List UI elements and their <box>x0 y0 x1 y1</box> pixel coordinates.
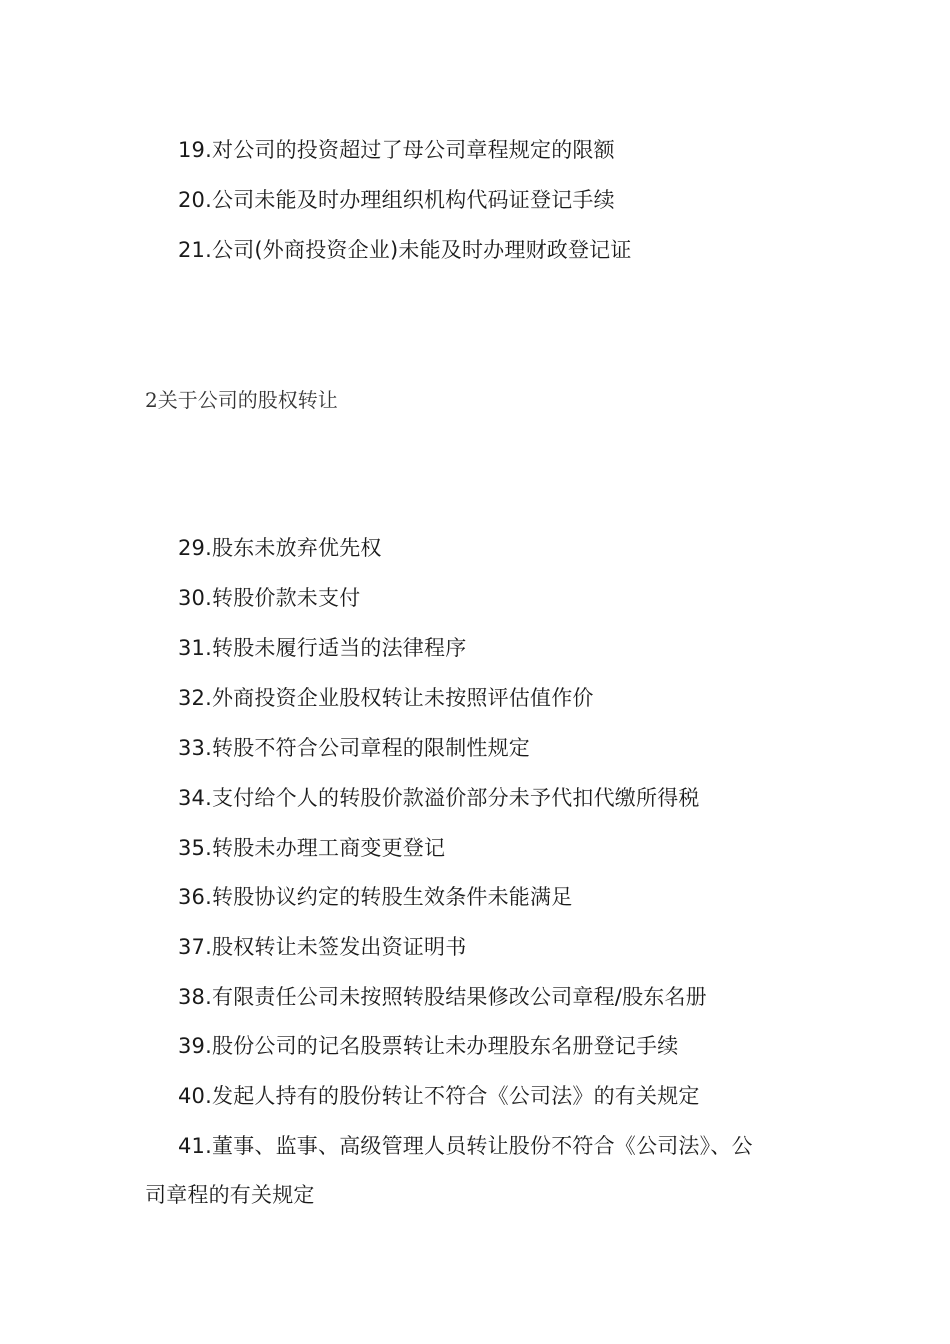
list-item: 39.股份公司的记名股票转让未办理股东名册登记手续 <box>178 1034 679 1058</box>
section-heading: 2关于公司的股权转让 <box>145 388 338 412</box>
list-item: 37.股权转让未签发出资证明书 <box>178 935 467 959</box>
list-item: 31.转股未履行适当的法律程序 <box>178 636 467 660</box>
list-item: 36.转股协议约定的转股生效条件未能满足 <box>178 885 573 909</box>
list-item: 30.转股价款未支付 <box>178 586 361 610</box>
list-item: 21.公司(外商投资企业)未能及时办理财政登记证 <box>178 238 632 262</box>
list-item: 19.对公司的投资超过了母公司章程规定的限额 <box>178 138 615 162</box>
list-item: 34.支付给个人的转股价款溢价部分未予代扣代缴所得税 <box>178 786 700 810</box>
list-item: 20.公司未能及时办理组织机构代码证登记手续 <box>178 188 615 212</box>
list-item: 40.发起人持有的股份转让不符合《公司法》的有关规定 <box>178 1084 700 1108</box>
list-item-continuation: 司章程的有关规定 <box>145 1183 315 1207</box>
list-item: 29.股东未放弃优先权 <box>178 536 382 560</box>
list-item: 33.转股不符合公司章程的限制性规定 <box>178 736 530 760</box>
list-item: 35.转股未办理工商变更登记 <box>178 836 446 860</box>
list-item: 38.有限责任公司未按照转股结果修改公司章程/股东名册 <box>178 985 707 1009</box>
list-item: 41.董事、监事、高级管理人员转让股份不符合《公司法》、公 <box>178 1134 753 1158</box>
list-item: 32.外商投资企业股权转让未按照评估值作价 <box>178 686 594 710</box>
